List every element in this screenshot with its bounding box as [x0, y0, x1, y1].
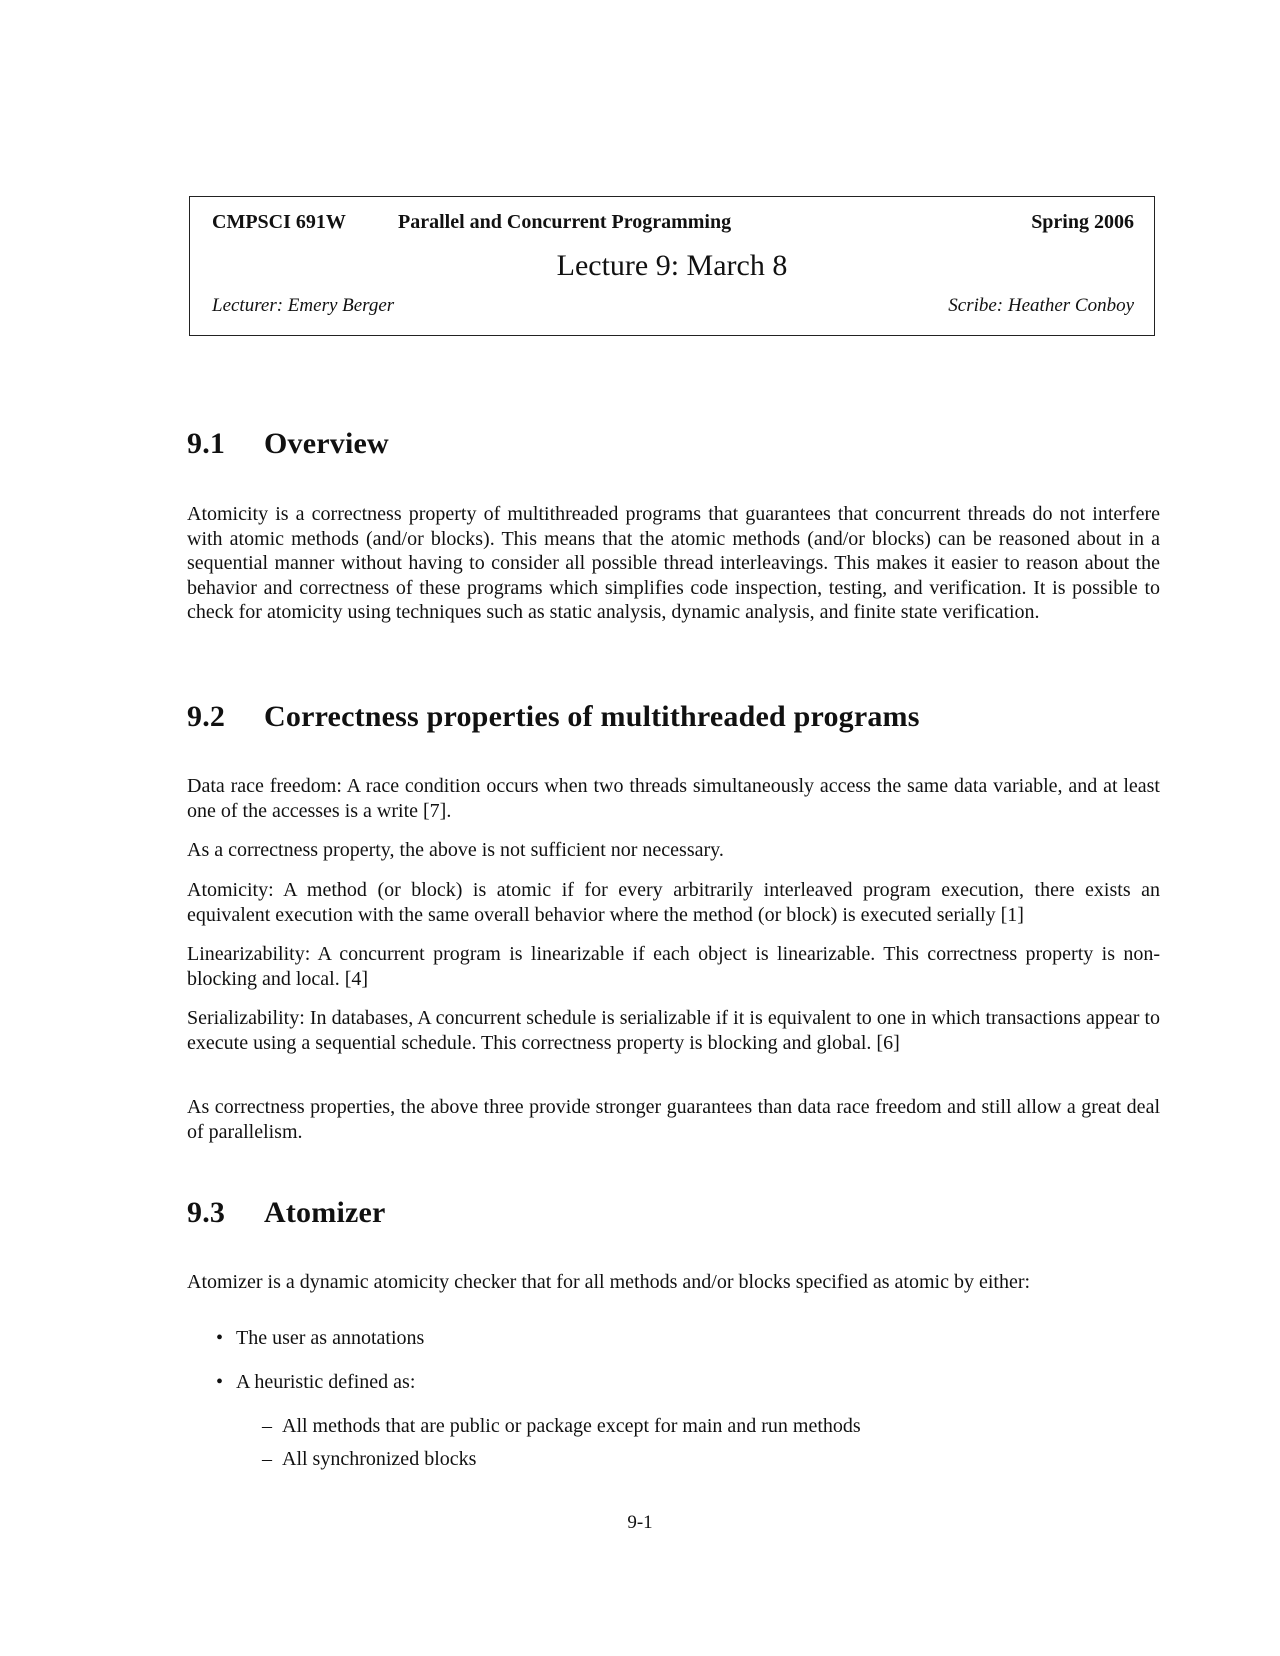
- summary-paragraph: As correctness properties, the above three provide stronger guarantees than data race freedom and still allow a great deal of parallelism.: [187, 1096, 1160, 1143]
- section-number: 9.2: [187, 700, 226, 733]
- page-number: 9-1: [627, 1512, 653, 1533]
- sub-list-item: [262, 1414, 861, 1438]
- overview-paragraph: Atomicity is a correctness property of multithreaded programs that guarantees that concurrent threads do not interfere with atomic methods (and/or blocks). This means that the atomic methods (and/or blocks) can be reasoned about in a sequential manner without having to consider all possible thread interleavings. This makes it easier to reason about the behavior and correctness of these programs which simplifies code inspection, testing, and verification. It is possible to check for atomicity using techniques such as static analysis, dynamic analysis, and finite state verification.: [187, 503, 1160, 624]
- list-item-text: All methods that are public or package except for main and run methods: [282, 1415, 861, 1437]
- list-item-text: All synchronized blocks: [282, 1448, 477, 1470]
- section-heading-atomizer: [187, 1196, 386, 1230]
- bullet-icon: •: [216, 1327, 224, 1349]
- atomicity-paragraph: Atomicity: A method (or block) is atomic if for every arbitrarily interleaved program execution, there exists an equivalent execution with the same overall behavior where the method (or block) is executed serially [1]: [187, 879, 1160, 926]
- dash-icon: –: [262, 1448, 272, 1470]
- bullet-icon: •: [216, 1371, 224, 1393]
- sub-list-item: [262, 1447, 476, 1471]
- section-heading-correctness: [187, 700, 920, 734]
- dash-icon: –: [262, 1415, 272, 1437]
- section-heading-overview: [187, 427, 389, 461]
- linearizability-paragraph: Linearizability: A concurrent program is linearizable if each object is linearizable. This correctness property is non-blocking and local. [4]: [187, 943, 1160, 990]
- lecture-header-box: [189, 196, 1155, 336]
- list-item: [216, 1326, 424, 1350]
- section-number: 9.3: [187, 1196, 226, 1229]
- serializability-paragraph: Serializability: In databases, A concurrent schedule is serializable if it is equivalent to one in which transactions appear to execute using a sequential schedule. This correctness property is blocking and global. [6]: [187, 1007, 1160, 1054]
- list-item: [216, 1370, 415, 1394]
- term: Spring 2006: [1031, 211, 1134, 233]
- course-code: CMPSCI 691W: [212, 211, 346, 233]
- atomizer-paragraph: Atomizer is a dynamic atomicity checker that for all methods and/or blocks specified as atomic by either:: [187, 1271, 1031, 1293]
- lecturer: Lecturer: Emery Berger: [212, 295, 395, 316]
- section-number: 9.1: [187, 427, 226, 460]
- section-title: Correctness properties of multithreaded programs: [264, 700, 920, 733]
- sufficiency-paragraph: As a correctness property, the above is not sufficient nor necessary.: [187, 839, 724, 861]
- course-title: Parallel and Concurrent Programming: [398, 211, 732, 233]
- section-title: Atomizer: [264, 1196, 386, 1229]
- data-race-paragraph: Data race freedom: A race condition occurs when two threads simultaneously access the same data variable, and at least one of the accesses is a write [7].: [187, 775, 1160, 822]
- list-item-text: The user as annotations: [236, 1327, 425, 1349]
- lecture-title: Lecture 9: March 8: [556, 249, 788, 282]
- section-title: Overview: [264, 427, 389, 460]
- list-item-text: A heuristic defined as:: [236, 1371, 416, 1393]
- scribe: Scribe: Heather Conboy: [948, 295, 1134, 316]
